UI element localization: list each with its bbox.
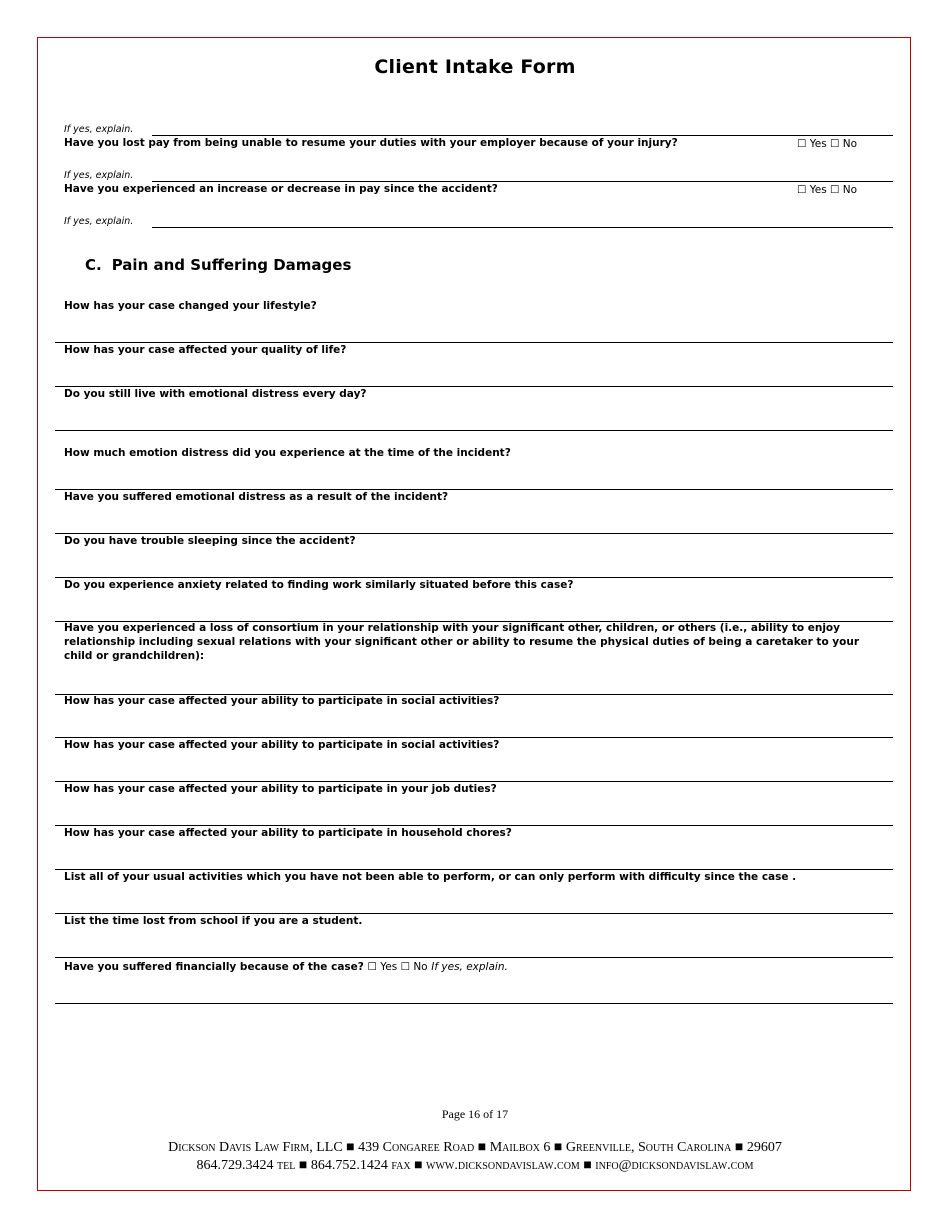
footer-contact: 864.729.3424 tel ■ 864.752.1424 fax ■ www.dicksondavislaw.com ■ info@dicksondavislaw.com — [196, 1158, 754, 1173]
explain-label: If yes, explain. — [64, 170, 134, 181]
question-emotional-distress-result: Have you suffered emotional distress as a result of the incident? — [64, 491, 449, 503]
answer-line[interactable] — [55, 957, 893, 958]
question-trouble-sleeping: Do you have trouble sleeping since the accident? — [64, 535, 356, 547]
explain-input-line[interactable] — [152, 135, 893, 136]
lost-pay-question: Have you lost pay from being unable to resume your duties with your employer because of your injury? — [64, 137, 678, 149]
form-title: Client Intake Form — [374, 56, 576, 78]
explain-row — [64, 168, 893, 182]
explain-row — [64, 122, 893, 136]
question-usual-activities: List all of your usual activities which you have not been able to perform, or can only perform with difficulty since the case . — [64, 871, 797, 883]
question-social-activities-2: How has your case affected your ability to participate in social activities? — [64, 739, 500, 751]
page-border — [37, 37, 911, 1191]
question-anxiety-work: Do you experience anxiety related to finding work similarly situated before this case? — [64, 579, 574, 591]
explain-input-line[interactable] — [152, 227, 893, 228]
question-job-duties: How has your case affected your ability to participate in your job duties? — [64, 783, 497, 795]
question-time-lost-school: List the time lost from school if you are a student. — [64, 915, 363, 927]
question-lifestyle: How has your case changed your lifestyle? — [64, 300, 317, 312]
answer-line[interactable] — [55, 1003, 893, 1004]
question-emotional-distress-daily: Do you still live with emotional distress every day? — [64, 388, 367, 400]
financial-explain-label: If yes, explain. — [431, 961, 508, 973]
question-quality-of-life: How has your case affected your quality of life? — [64, 344, 347, 356]
explain-label: If yes, explain. — [64, 124, 134, 135]
question-social-activities: How has your case affected your ability to participate in social activities? — [64, 695, 500, 707]
question-emotion-distress-incident: How much emotion distress did you experience at the time of the incident? — [64, 447, 511, 459]
financial-question-text: Have you suffered financially because of the case? — [64, 961, 364, 973]
explain-row — [64, 214, 893, 228]
lost-pay-yes-no-checkboxes[interactable]: ☐ Yes ☐ No — [797, 138, 858, 150]
section-title: Pain and Suffering Damages — [111, 256, 352, 274]
section-letter: C. — [85, 256, 102, 274]
footer-address: Dickson Davis Law Firm, LLC ■ 439 Congaree Road ■ Mailbox 6 ■ Greenville, South Carolina ■ 29607 — [168, 1140, 782, 1155]
section-heading — [85, 256, 351, 274]
answer-line[interactable] — [55, 430, 893, 431]
page-number: Page 16 of 17 — [441, 1107, 509, 1121]
question-household-chores: How has your case affected your ability to participate in household chores? — [64, 827, 512, 839]
pay-change-yes-no-checkboxes[interactable]: ☐ Yes ☐ No — [797, 184, 858, 196]
explain-label: If yes, explain. — [64, 216, 134, 227]
financial-yes-no-checkboxes[interactable]: ☐ Yes ☐ No — [367, 961, 428, 973]
question-suffered-financially — [64, 960, 886, 974]
question-loss-of-consortium: Have you experienced a loss of consortium in your relationship with your significant other, children, or others (i.e., ability to enjoy relationship including sexual relations with your significant other or ability to resume the physical duties of being a caretaker to your child or grandchildren): — [64, 622, 860, 662]
pay-change-question: Have you experienced an increase or decrease in pay since the accident? — [64, 183, 498, 195]
explain-input-line[interactable] — [152, 181, 893, 182]
